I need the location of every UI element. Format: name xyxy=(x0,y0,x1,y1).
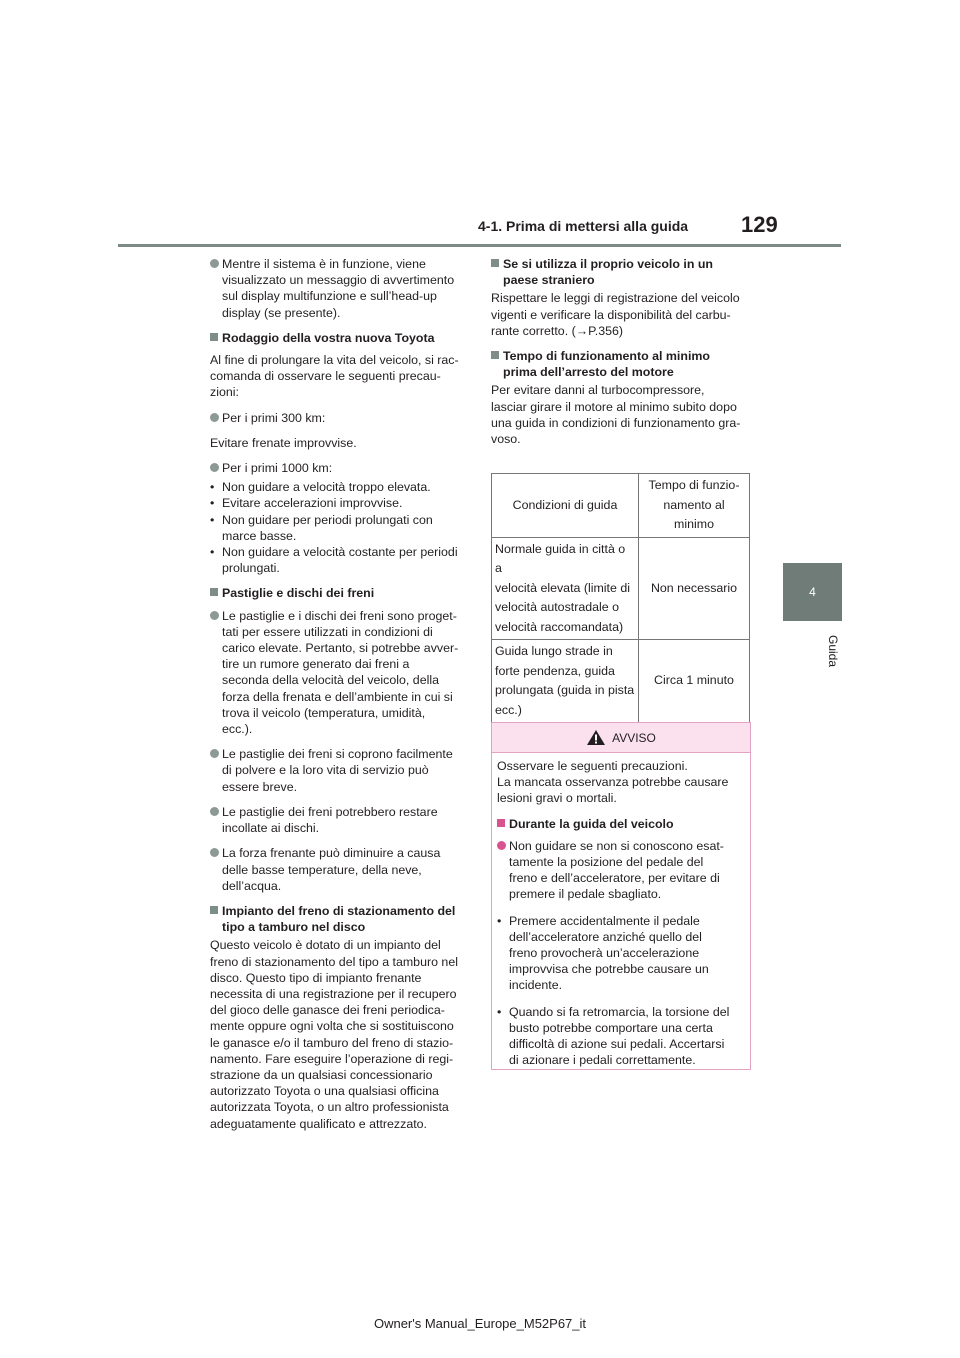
text-line: necessita di una registrazione per il recupero xyxy=(210,986,457,1001)
bullet-1000km xyxy=(210,460,467,476)
text-line: disco. Questo tipo di impianto frenante xyxy=(210,970,422,985)
left-column xyxy=(210,256,467,1141)
heading-rodaggio xyxy=(210,330,467,346)
table-cell-condition xyxy=(492,640,639,723)
text-line: Osservare le seguenti precauzioni. xyxy=(497,759,688,773)
bullet-text xyxy=(222,746,467,795)
bullet-text: Per i primi 300 km: xyxy=(222,410,326,425)
text-line: Al fine di prolungare la vita del veicolo, si rac- xyxy=(210,353,459,368)
bullet-dot-icon xyxy=(210,259,219,268)
text-line: freno di stazionamento del tipo a tamburo nel xyxy=(210,954,458,969)
heading-text xyxy=(222,903,467,935)
right-column xyxy=(491,256,751,456)
idle-time-table xyxy=(491,473,750,723)
warning-bullet xyxy=(497,838,743,903)
text-line: sul display multifunzione e sull’head-up xyxy=(222,289,437,304)
text-line: voso. xyxy=(491,432,521,447)
text-line: La mancata osservanza potrebbe causare xyxy=(497,775,729,790)
text-line: del gioco delle ganasce dei freni periodica- xyxy=(210,1003,445,1018)
heading-text: Pastiglie e dischi dei freni xyxy=(222,586,375,601)
sub-bullet-mark: • xyxy=(210,545,215,560)
heading-text xyxy=(503,256,751,288)
text-line: prolungati. xyxy=(222,561,280,576)
text-line: Se si utilizza il proprio veicolo in un xyxy=(503,257,713,271)
text-line: trova il veicolo (temperatura, umidità, xyxy=(222,705,426,720)
text-line: Tempo di funzio- xyxy=(648,478,740,492)
text-line: velocità autostradale o xyxy=(495,600,619,614)
text-line: Non guidare per periodi prolungati con xyxy=(222,512,433,527)
text-line: Quando si fa retromarcia, la torsione del xyxy=(509,1004,730,1019)
square-bullet-icon xyxy=(210,906,218,914)
text-line: tati per essere utilizzati in condizioni di xyxy=(222,624,433,639)
text-line: Tempo di funzionamento al minimo xyxy=(503,349,710,364)
text-line: velocità raccomandata) xyxy=(495,619,624,634)
warning-intro xyxy=(497,758,743,807)
text-line: forza della frenata e dell’ambiente in cui si xyxy=(222,689,453,704)
warning-box xyxy=(491,722,751,1070)
table-header-time xyxy=(639,474,750,538)
bullet-text xyxy=(222,608,467,738)
text-line: incollate ai dischi. xyxy=(222,821,320,836)
heading-text: Durante la guida del veicolo xyxy=(509,816,674,831)
text-line: ecc.). xyxy=(222,722,253,737)
bullet-pastiglie-1 xyxy=(210,608,467,738)
footer-text: Owner's Manual_Europe_M52P67_it xyxy=(373,1316,587,1331)
bullet-300km xyxy=(210,410,467,426)
text-line: dell’acqua. xyxy=(222,878,282,893)
text-line: Non guidare se non si conoscono esat- xyxy=(509,838,724,853)
sub-bullet-mark: • xyxy=(497,1004,502,1019)
text-line: autorizzata Toyota, o un altro professionista xyxy=(210,1100,449,1115)
text-line: tipo a tamburo nel disco xyxy=(222,920,366,935)
chapter-label: Guida xyxy=(826,634,840,668)
warning-sub-item xyxy=(497,1004,743,1069)
sub-bullet-mark: • xyxy=(210,496,215,511)
sub-item-text xyxy=(509,913,743,994)
text-line: mente oppure ogni volta che si sostituiscono xyxy=(210,1019,454,1034)
list-item xyxy=(210,512,467,544)
text-line: lasciar girare il motore al minimo subito dopo xyxy=(491,399,737,414)
text-line: di polvere e la loro vita di servizio può xyxy=(222,763,429,778)
text-line: difficoltà di azione sui pedali. Accertarsi xyxy=(509,1037,725,1052)
bullet-text xyxy=(222,845,467,894)
text-line: prima dell’arresto del motore xyxy=(503,365,674,380)
text-line: marce basse. xyxy=(222,528,297,543)
text-line: freno provocherà un’accelerazione xyxy=(509,946,700,961)
text-line: prolungata (guida in pista xyxy=(495,683,635,697)
bullet-dot-icon xyxy=(210,611,219,620)
text-line: Non guidare a velocità troppo elevata. xyxy=(222,480,431,495)
text-line: rante corretto. (→P.356) xyxy=(491,323,624,338)
square-bullet-icon xyxy=(491,259,499,267)
table-row xyxy=(492,537,750,640)
para-minimo xyxy=(491,382,751,447)
text-line: paese straniero xyxy=(503,273,595,288)
heading-text xyxy=(503,348,751,380)
text-line: Impianto del freno di stazionamento del xyxy=(222,903,456,918)
text-line: adeguatamente qualificato e attrezzato. xyxy=(210,1116,427,1131)
bullet-dot-icon xyxy=(210,848,219,857)
warning-header xyxy=(492,723,750,753)
text-line: Guida lungo strade in xyxy=(495,644,613,658)
text-line: carico elevate. Pertanto, si potrebbe avver- xyxy=(222,641,459,656)
para-rodaggio xyxy=(210,352,467,401)
text-line: tire un rumore generato dai freni a xyxy=(222,657,410,672)
bullet-dot-icon xyxy=(210,463,219,472)
list-item xyxy=(210,479,467,495)
bullet-dot-icon xyxy=(497,841,506,850)
text-line: lesioni gravi o mortali. xyxy=(497,791,617,806)
text-line: comanda di osservare le seguenti precau- xyxy=(210,369,441,384)
text-line: premere il pedale sbagliato. xyxy=(509,887,662,902)
chapter-tab xyxy=(783,563,842,621)
bullet-dot-icon xyxy=(210,413,219,422)
text-line: Questo veicolo è dotato di un impianto del xyxy=(210,938,441,953)
text-line: busto potrebbe comportare una certa xyxy=(509,1020,713,1035)
heading-pastiglie xyxy=(210,585,467,601)
text-line: zioni: xyxy=(210,385,239,400)
text-line: Per evitare danni al turbocompressore, xyxy=(491,383,705,398)
text-line: Rispettare le leggi di registrazione del veicolo xyxy=(491,291,740,306)
bullet-pastiglie-3 xyxy=(210,804,467,836)
bullet-pastiglie-2 xyxy=(210,746,467,795)
bullet-pastiglie-4 xyxy=(210,845,467,894)
warning-triangle-icon xyxy=(586,729,606,746)
text-line: Normale guida in città o a xyxy=(495,541,626,575)
sub-bullet-mark: • xyxy=(210,480,215,495)
text-line: seconda della velocità del veicolo, della xyxy=(222,673,439,688)
square-bullet-icon xyxy=(210,588,218,596)
page-number: 129 xyxy=(741,212,778,237)
text-line: Premere accidentalmente il pedale xyxy=(509,913,700,928)
warning-heading xyxy=(497,816,743,832)
para-300km: Evitare frenate improvvise. xyxy=(210,435,357,450)
warning-sub-item xyxy=(497,913,743,994)
text-line: forte pendenza, guida xyxy=(495,663,615,678)
text-line: namento. Fare eseguire l’operazione di regi- xyxy=(210,1051,454,1066)
sub-bullet-mark: • xyxy=(497,913,502,928)
text-line: minimo xyxy=(674,517,714,531)
text-line: delle basse temperature, della neve, xyxy=(222,862,422,877)
list-item xyxy=(210,495,467,511)
table-cell-time: Circa 1 minuto xyxy=(639,640,750,723)
text-line: una guida in condizioni di funzionamento gra- xyxy=(491,415,741,430)
table-row xyxy=(492,640,750,723)
text-line: Le pastiglie dei freni si coprono facilmente xyxy=(222,747,453,762)
sub-item-text xyxy=(509,1004,743,1069)
para-estero xyxy=(491,290,751,339)
text-line: strazione da un qualsiasi concessionario xyxy=(210,1067,433,1082)
bullet-text xyxy=(509,838,743,903)
text-line: velocità elevata (limite di xyxy=(495,580,630,595)
text-line: di azionare i pedali correttamente. xyxy=(509,1053,696,1068)
text-line: autorizzato Toyota o una qualsiasi officina xyxy=(210,1084,439,1099)
bullet-dot-icon xyxy=(210,749,219,758)
text-line: display (se presente). xyxy=(222,305,341,320)
text-line: improvvisa che potrebbe causare un xyxy=(509,962,709,977)
heading-impianto xyxy=(210,903,467,935)
text-line: La forza frenante può diminuire a causa xyxy=(222,846,441,861)
text-line: essere breve. xyxy=(222,779,298,794)
text-line: incidente. xyxy=(509,978,563,993)
bullet-display-message xyxy=(210,256,467,321)
table-cell-condition xyxy=(492,537,639,640)
square-bullet-icon xyxy=(210,333,218,341)
table-header-condition: Condizioni di guida xyxy=(492,474,639,538)
text-line: vigenti e verificare la disponibilità del carbu- xyxy=(491,307,731,322)
table-cell-time: Non necessario xyxy=(639,537,750,640)
heading-text: Rodaggio della vostra nuova Toyota xyxy=(222,330,435,345)
list-1000km xyxy=(210,479,467,576)
text-line: le ganasce e/o il tamburo del freno di stazio- xyxy=(210,1035,454,1050)
square-bullet-icon xyxy=(497,819,505,827)
table-header-row xyxy=(492,474,750,538)
text-line: Le pastiglie e i dischi dei freni sono proget- xyxy=(222,608,457,623)
text-line: Le pastiglie dei freni potrebbero restare xyxy=(222,804,438,819)
sub-bullet-mark: • xyxy=(210,512,215,527)
bullet-text xyxy=(222,256,467,321)
text-line: freno e dell’acceleratore, per evitare di xyxy=(509,871,720,886)
warning-body xyxy=(492,753,750,1068)
warning-title: AVVISO xyxy=(612,730,656,745)
bullet-text: Per i primi 1000 km: xyxy=(222,461,333,476)
text-line: tamente la posizione del pedale del xyxy=(509,855,704,870)
chapter-number: 4 xyxy=(809,585,816,599)
text-line: Non guidare a velocità costante per periodi xyxy=(222,545,458,560)
text-line: visualizzato un messaggio di avvertimento xyxy=(222,273,455,288)
header-rule xyxy=(118,244,841,247)
heading-estero xyxy=(491,256,751,288)
bullet-dot-icon xyxy=(210,807,219,816)
heading-minimo xyxy=(491,348,751,380)
text-line: namento al xyxy=(663,497,725,512)
text-line: ecc.) xyxy=(495,702,522,717)
text-line: dell’acceleratore anziché quello del xyxy=(509,929,702,944)
text-line: Evitare accelerazioni improvvise. xyxy=(222,496,403,511)
square-bullet-icon xyxy=(491,351,499,359)
para-impianto xyxy=(210,937,467,1131)
text-line: Mentre il sistema è in funzione, viene xyxy=(222,257,426,271)
list-item xyxy=(210,544,467,576)
section-title: 4-1. Prima di mettersi alla guida xyxy=(478,218,689,234)
bullet-text xyxy=(222,804,467,836)
